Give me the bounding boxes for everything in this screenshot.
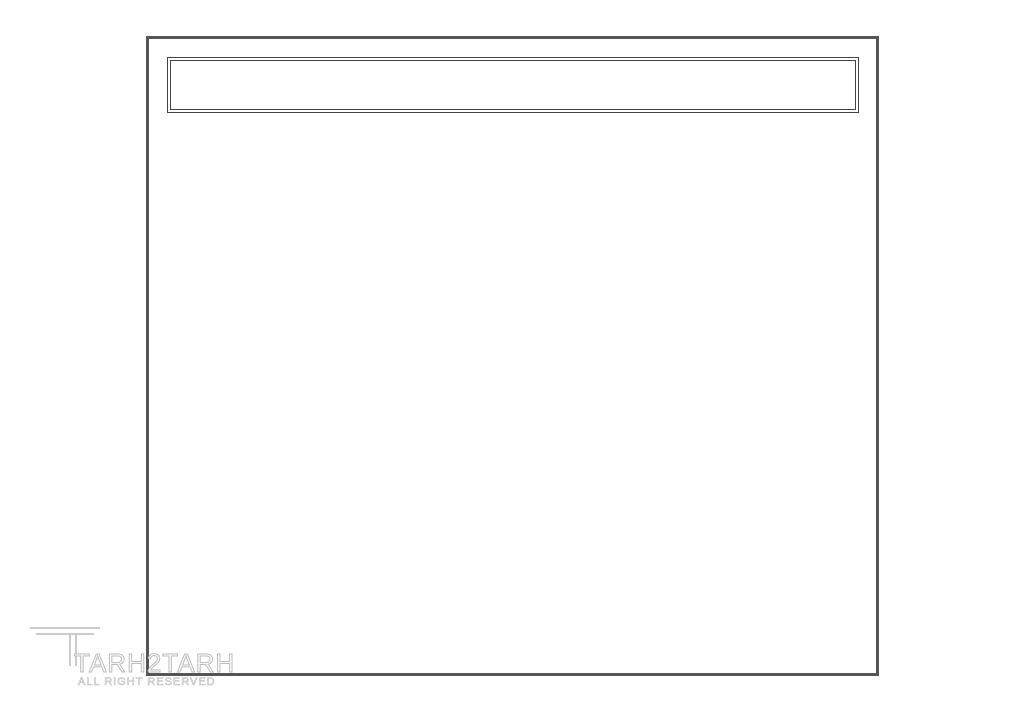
area-table	[167, 120, 859, 548]
watermark-logo	[30, 626, 236, 690]
logo-name: TARH2TARH	[74, 648, 236, 678]
logo-tagline: ALL RIGHT RESERVED	[78, 676, 216, 688]
table-title-box	[167, 57, 859, 113]
